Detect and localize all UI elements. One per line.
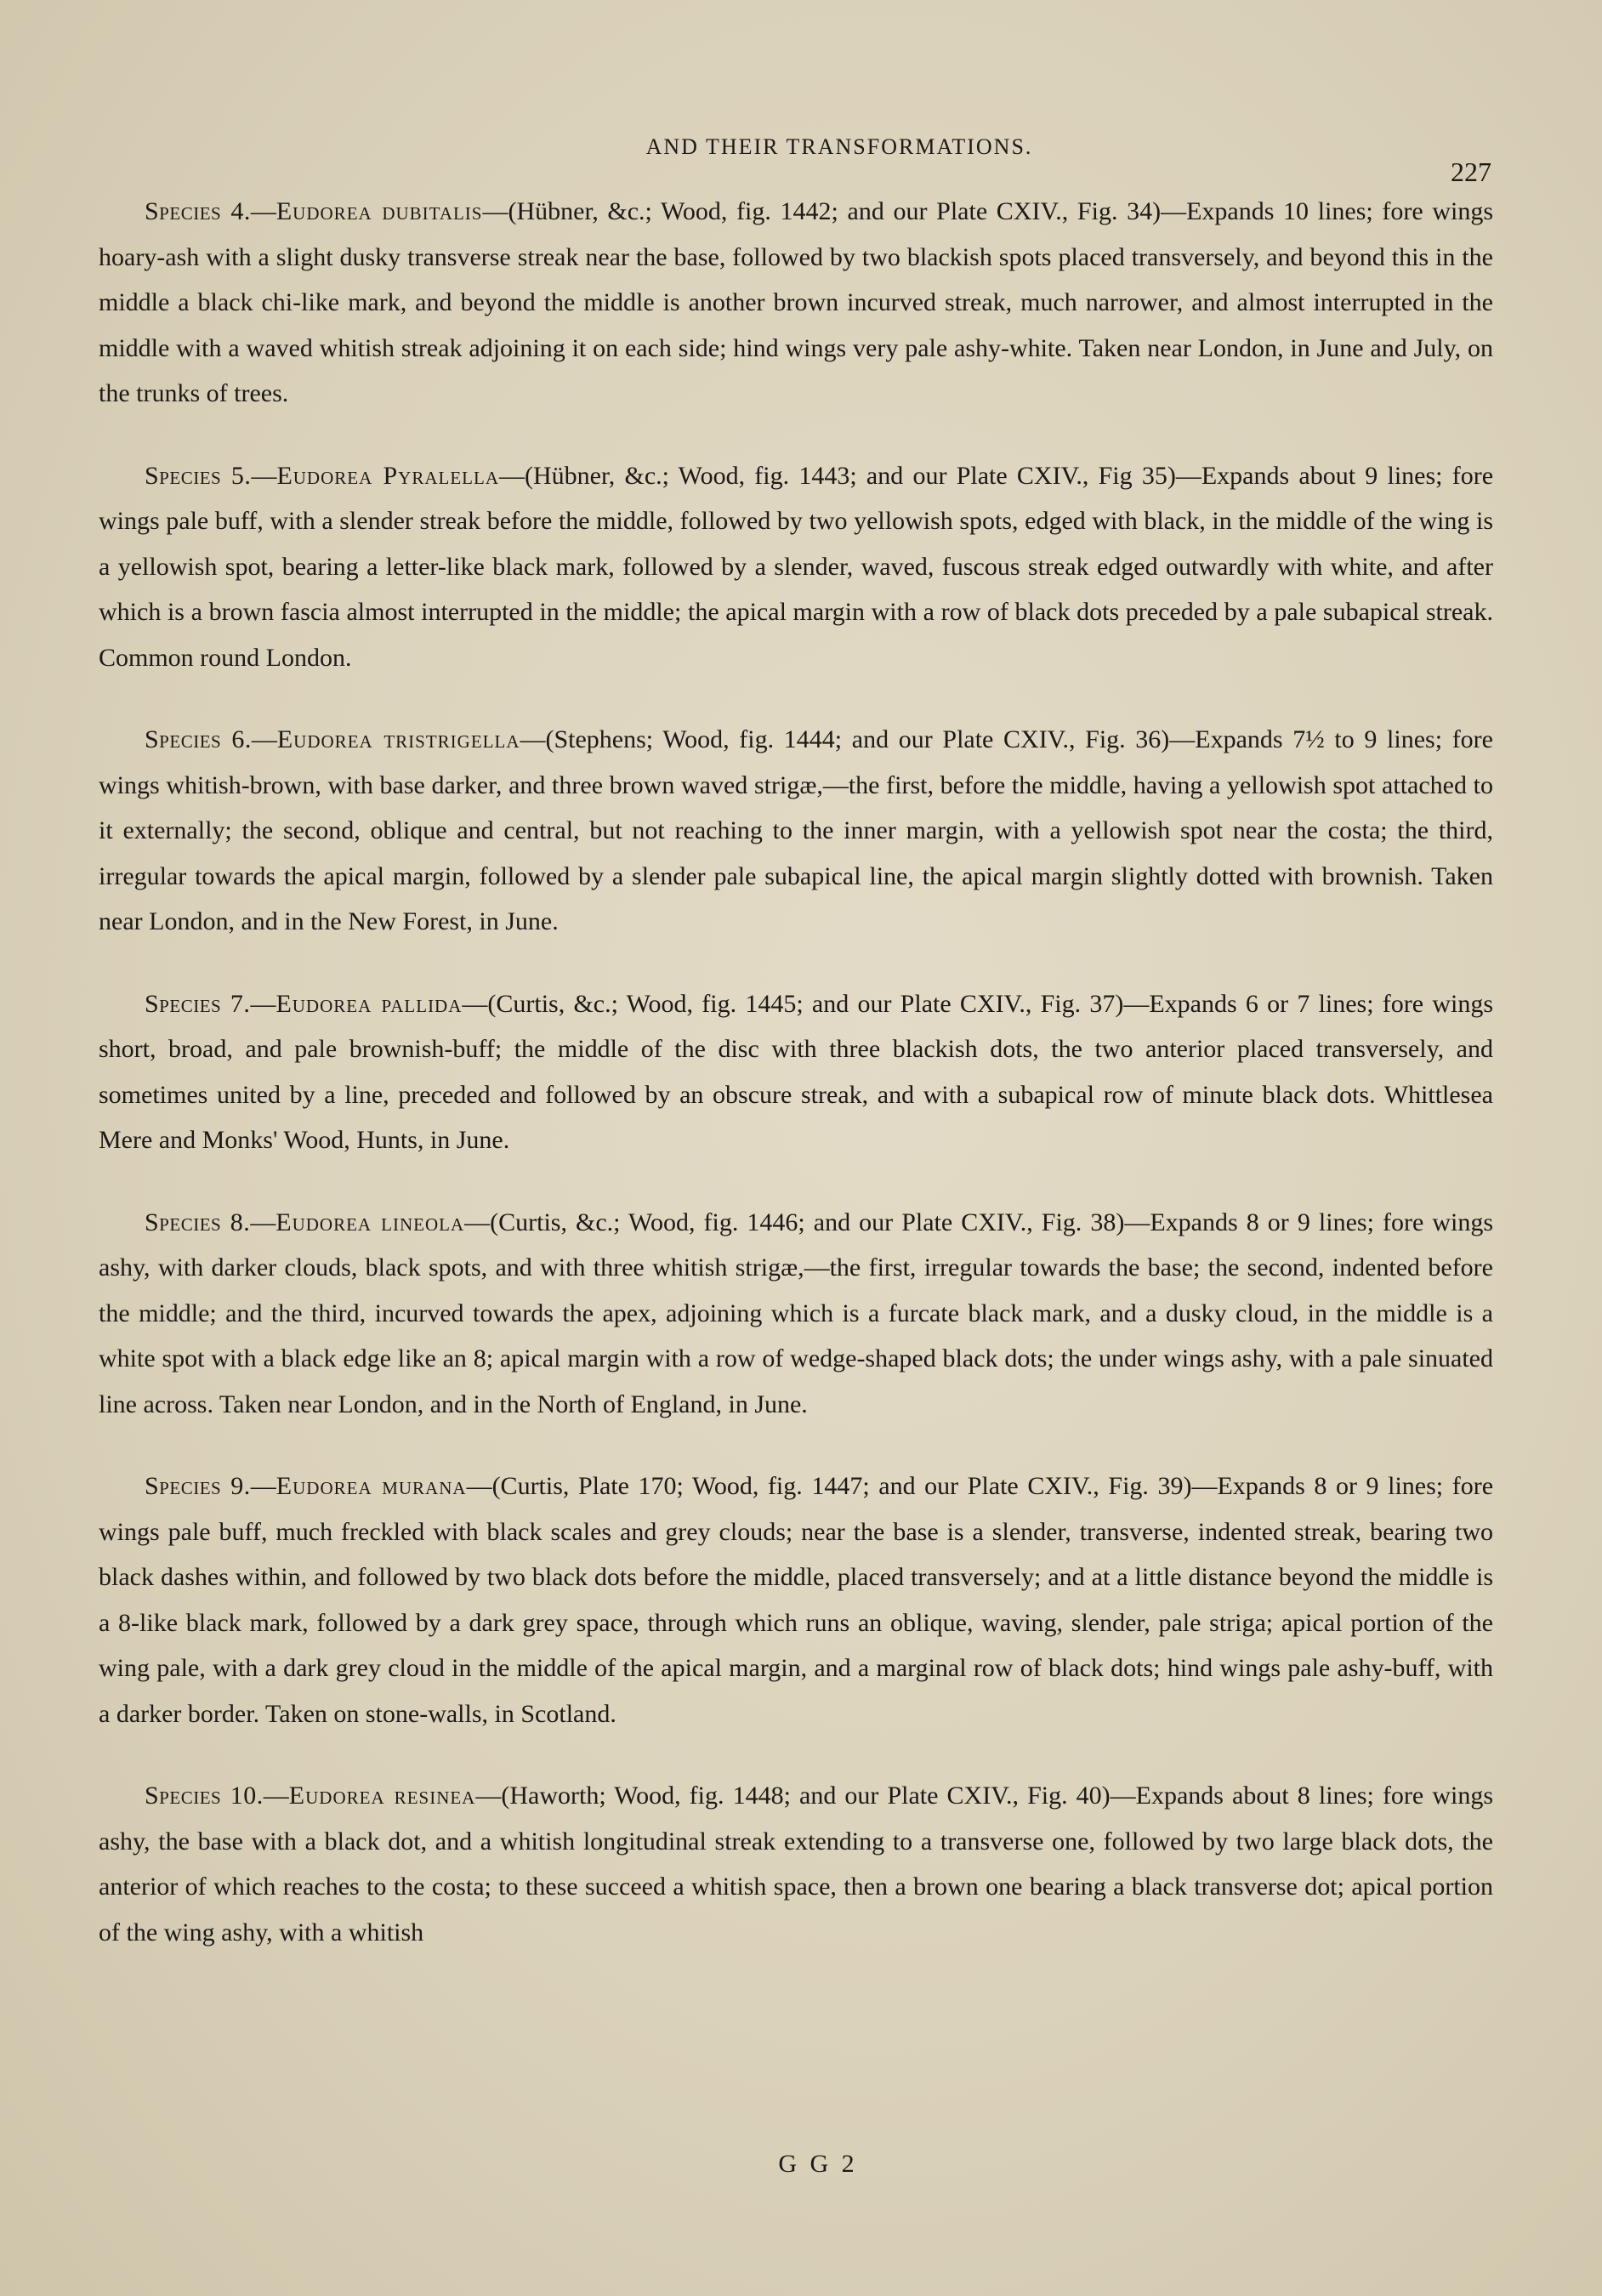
- species-name: Eudorea dubitalis: [276, 197, 483, 225]
- species-entry: Species 5.—Eudorea Pyralella—(Hübner, &c.; Wood, fig. 1443; and our Plate CXIV., Fig 35)—Expands about 9 lines; fore wings pale buff, with a slender streak before the middle, followed by two yellowish spots, edged with black, in the middle of the wing is a yellowish spot, bearing a letter-like black mark, followed by a slender, waved, fuscous streak edged outwardly with white, and after which is a brown fascia almost interrupted in the middle; the apical margin with a row of black dots preceded by a pale subapical streak. Common round London.: [99, 461, 1494, 672]
- species-description: (Hübner, &c.; Wood, fig. 1443; and our Plate CXIV., Fig 35)—Expands about 9 lines; fore wings pale buff, with a slender streak before the middle, followed by two yellowish spots, edged with black, in the middle of the wing is a yellowish spot, bearing a letter-like black mark, followed by a slender, waved, fuscous streak edged outwardly with white, and after which is a brown fascia almost interrupted in the middle; the apical margin with a row of black dots preceded by a pale subapical streak. Common round London.: [99, 461, 1494, 672]
- species-label: Species 5.: [145, 461, 252, 490]
- species-label: Species 4.: [145, 197, 251, 225]
- species-label: Species 8.: [145, 1208, 251, 1236]
- species-label: Species 10.: [145, 1782, 264, 1810]
- species-name: Eudorea murana: [276, 1472, 467, 1500]
- species-entry: Species 6.—Eudorea tristrigella—(Stephens; Wood, fig. 1444; and our Plate CXIV., Fig. 36)—Expands 7½ to 9 lines; fore wings whitish-brown, with base darker, and three brown waved strigæ,—the first, before the middle, having a yellowish spot attached to it externally; the second, oblique and central, but not reaching to the inner margin, with a yellowish spot near the costa; the third, irregular towards the apical margin, followed by a slender pale subapical line, the apical margin slightly dotted with brownish. Taken near London, and in the New Forest, in June.: [99, 725, 1493, 935]
- species-entry: Species 4.—Eudorea dubitalis—(Hübner, &c.; Wood, fig. 1442; and our Plate CXIV., Fig. 34)—Expands 10 lines; fore wings hoary-ash with a slight dusky transverse streak near the base, followed by two blackish spots placed transversely, and beyond this in the middle a black chi-like mark, and beyond the middle is another brown incurved streak, much narrower, and almost interrupted in the middle with a waved whitish streak adjoining it on each side; hind wings very pale ashy-white. Taken near London, in June and July, on the trunks of trees.: [99, 197, 1493, 407]
- species-entry: Species 10.—Eudorea resinea—(Haworth; Wood, fig. 1448; and our Plate CXIV., Fig. 40)—Expands about 8 lines; fore wings ashy, the base with a black dot, and a whitish longitudinal streak extending to a transverse one, followed by two large black dots, the anterior of which reaches to the costa; to these succeed a whitish space, then a brown one bearing a black transverse dot; apical portion of the wing ashy, with a whitish: [99, 1782, 1493, 1946]
- species-description: (Curtis, &c.; Wood, fig. 1445; and our Plate CXIV., Fig. 37)—Expands 6 or 7 lines; fore wings short, broad, and pale brownish-buff; the middle of the disc with three blackish dots, the two anterior placed transversely, and sometimes united by a line, preceded and followed by an obscure streak, and with a subapical row of minute black dots. Whittlesea Mere and Monks' Wood, Hunts, in June.: [99, 989, 1493, 1154]
- species-description: (Stephens; Wood, fig. 1444; and our Plate CXIV., Fig. 36)—Expands 7½ to 9 lines; fore wings whitish-brown, with base darker, and three brown waved strigæ,—the first, before the middle, having a yellowish spot attached to it externally; the second, oblique and central, but not reaching to the inner margin, with a yellowish spot near the costa; the third, irregular towards the apical margin, followed by a slender pale subapical line, the apical margin slightly dotted with brownish. Taken near London, and in the New Forest, in June.: [99, 725, 1493, 935]
- species-entry: Species 8.—Eudorea lineola—(Curtis, &c.; Wood, fig. 1446; and our Plate CXIV., Fig. 38)—Expands 8 or 9 lines; fore wings ashy, with darker clouds, black spots, and with three whitish strigæ,—the first, irregular towards the base; the second, indented before the middle; and the third, incurved towards the apex, adjoining which is a furcate black mark, and a dusky cloud, in the middle is a white spot with a black edge like an 8; apical margin with a row of wedge-shaped black dots; the under wings ashy, with a pale sinuated line across. Taken near London, and in the North of England, in June.: [99, 1208, 1493, 1418]
- running-head: AND THEIR TRANSFORMATIONS.: [645, 134, 1033, 159]
- species-entry: Species 7.—Eudorea pallida—(Curtis, &c.; Wood, fig. 1445; and our Plate CXIV., Fig. 37)—Expands 6 or 7 lines; fore wings short, broad, and pale brownish-buff; the middle of the disc with three blackish dots, the two anterior placed transversely, and sometimes united by a line, preceded and followed by an obscure streak, and with a subapical row of minute black dots. Whittlesea Mere and Monks' Wood, Hunts, in June.: [99, 989, 1493, 1154]
- species-list: [99, 189, 1493, 1992]
- species-entry: Species 9.—Eudorea murana—(Curtis, Plate 170; Wood, fig. 1447; and our Plate CXIV., Fig. 39)—Expands 8 or 9 lines; fore wings pale buff, much freckled with black scales and grey clouds; near the base is a slender, transverse, indented streak, bearing two black dashes within, and followed by two black dots before the middle, placed transversely; and at a little distance beyond the middle is a 8-like black mark, followed by a dark grey space, through which runs an oblique, waving, slender, pale striga; apical portion of the wing pale, with a dark grey cloud in the middle of the apical margin, and a marginal row of black dots; hind wings pale ashy-buff, with a darker border. Taken on stone-walls, in Scotland.: [99, 1472, 1494, 1728]
- species-name: Eudorea lineola: [276, 1208, 465, 1236]
- species-label: Species 7.: [145, 989, 251, 1018]
- species-label: Species 6.: [145, 725, 252, 753]
- species-description: (Hübner, &c.; Wood, fig. 1442; and our Plate CXIV., Fig. 34)—Expands 10 lines; fore wings hoary-ash with a slight dusky transverse streak near the base, followed by two blackish spots placed transversely, and beyond this in the middle a black chi-like mark, and beyond the middle is another brown incurved streak, much narrower, and almost interrupted in the middle with a waved whitish streak adjoining it on each side; hind wings very pale ashy-white. Taken near London, in June and July, on the trunks of trees.: [99, 197, 1493, 407]
- species-name: Eudorea Pyralella: [276, 461, 499, 490]
- species-label: Species 9.: [145, 1472, 251, 1500]
- page-number: 227: [1451, 156, 1491, 187]
- species-name: Eudorea pallida: [276, 989, 463, 1018]
- species-name: Eudorea resinea: [288, 1782, 476, 1810]
- species-description: (Curtis, &c.; Wood, fig. 1446; and our Plate CXIV., Fig. 38)—Expands 8 or 9 lines; fore wings ashy, with darker clouds, black spots, and with three whitish strigæ,—the first, irregular towards the base; the second, indented before the middle; and the third, incurved towards the apex, adjoining which is a furcate black mark, and a dusky cloud, in the middle is a white spot with a black edge like an 8; apical margin with a row of wedge-shaped black dots; the under wings ashy, with a pale sinuated line across. Taken near London, and in the North of England, in June.: [99, 1208, 1493, 1418]
- species-name: Eudorea tristrigella: [276, 725, 520, 753]
- signature-mark: G G 2: [778, 2150, 858, 2178]
- species-description: (Curtis, Plate 170; Wood, fig. 1447; and our Plate CXIV., Fig. 39)—Expands 8 or 9 lines; fore wings pale buff, much freckled with black scales and grey clouds; near the base is a slender, transverse, indented streak, bearing two black dashes within, and followed by two black dots before the middle, placed transversely; and at a little distance beyond the middle is a 8-like black mark, followed by a dark grey space, through which runs an oblique, waving, slender, pale striga; apical portion of the wing pale, with a dark grey cloud in the middle of the apical margin, and a marginal row of black dots; hind wings pale ashy-buff, with a darker border. Taken on stone-walls, in Scotland.: [99, 1472, 1494, 1728]
- species-description: (Haworth; Wood, fig. 1448; and our Plate CXIV., Fig. 40)—Expands about 8 lines; fore wings ashy, the base with a black dot, and a whitish longitudinal streak extending to a transverse one, followed by two large black dots, the anterior of which reaches to the costa; to these succeed a whitish space, then a brown one bearing a black transverse dot; apical portion of the wing ashy, with a whitish: [99, 1782, 1493, 1946]
